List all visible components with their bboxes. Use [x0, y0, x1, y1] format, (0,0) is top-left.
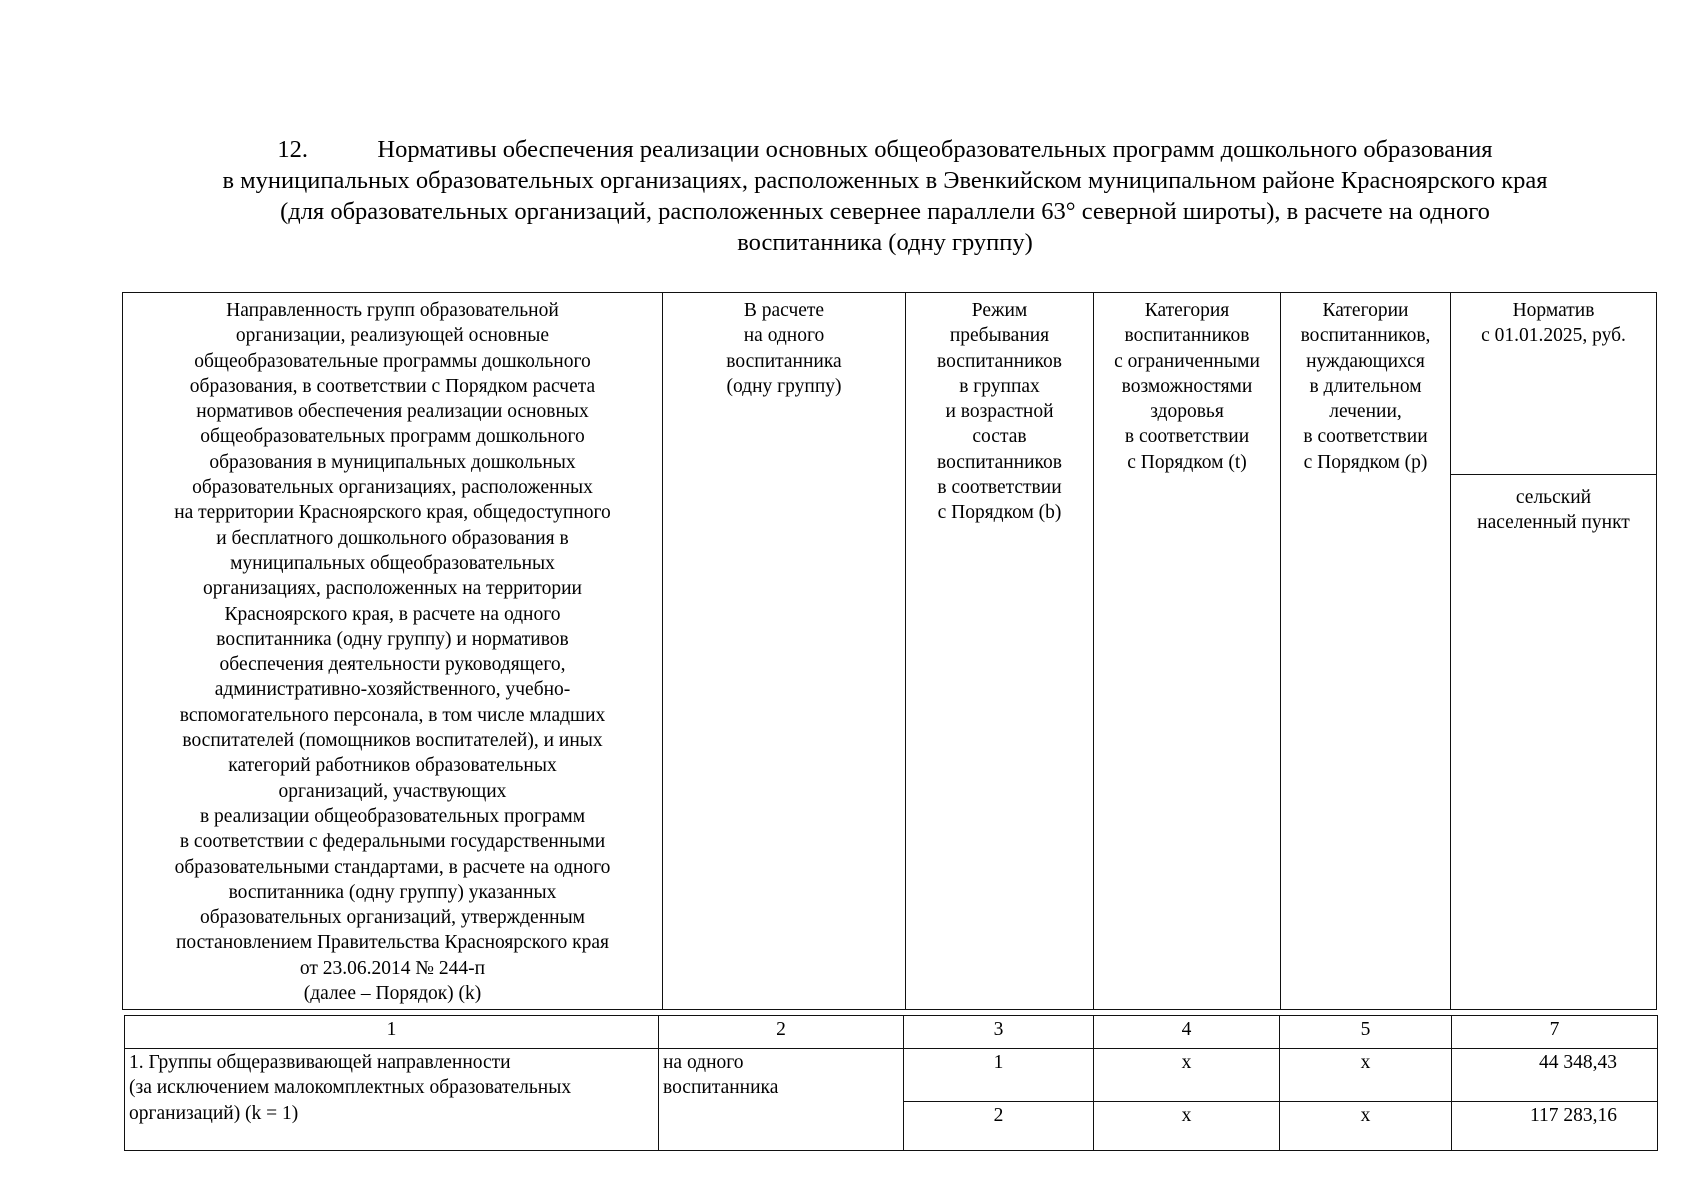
- column-number: 7: [1452, 1016, 1658, 1049]
- mode-cell: 1: [904, 1049, 1094, 1102]
- header-rural-settlement: сельский населенный пункт: [1451, 475, 1657, 1010]
- category-t-cell: х: [1094, 1049, 1280, 1102]
- title-line-3: (для образовательных организаций, расположенных севернее параллели 63° северной широты), в расчете на одного: [280, 198, 1490, 225]
- column-number: 3: [904, 1016, 1094, 1049]
- category-p-cell: х: [1280, 1049, 1452, 1102]
- title-line-2: в муниципальных образовательных организациях, расположенных в Эвенкийском муниципальном районе Красноярского края: [222, 167, 1548, 194]
- group-direction-cell: 1. Группы общеразвивающей направленности (за исключением малокомплектных образовательных организаций) (k = 1): [125, 1049, 659, 1151]
- header-norm: Норматив с 01.01.2025, руб.: [1451, 293, 1657, 475]
- column-number: 2: [659, 1016, 904, 1049]
- table-row: [125, 1049, 1658, 1102]
- header-category-p: Категории воспитанников, нуждающихся в длительном лечении, в соответствии с Порядком (p): [1281, 293, 1451, 1010]
- title-line-1: 12. Нормативы обеспечения реализации основных общеобразовательных программ дошкольного образования: [277, 136, 1493, 163]
- data-table: [124, 1015, 1658, 1151]
- column-numbers-row: [125, 1016, 1658, 1049]
- column-number: 1: [125, 1016, 659, 1049]
- title-line-4: воспитанника (одну группу): [737, 229, 1033, 256]
- column-number: 4: [1094, 1016, 1280, 1049]
- mode-cell: 2: [904, 1102, 1094, 1151]
- column-number: 5: [1280, 1016, 1452, 1049]
- header-table: [122, 292, 1657, 1010]
- section-number: 12.: [277, 136, 309, 163]
- header-direction: Направленность групп образовательной организации, реализующей основные общеобразовательные программы дошкольного образования, в соответствии с Порядком расчета нормативов обеспечения реализации основных общеобразовательных программ дошкольного образования в муниципальных дошкольных образовательных организациях, расположенных на территории Красноярского края, общедоступного и бесплатного дошкольного образования в муниципальных общеобразовательных организациях, расположенных на территории Красноярского края, в расчете на одного воспитанника (одну группу) и нормативов обеспечения деятельности руководящего, административно-хозяйственного, учебно- вспомогательного персонала, в том числе младших воспитателей (помощников воспитателей), и иных категорий работников образовательных организаций, участвующих в реализации общеобразовательных программ в соответствии с федеральными государственными образовательными стандартами, в расчете на одного воспитанника (одну группу) указанных образовательных организаций, утвержденным постановлением Правительства Красноярского края от 23.06.2014 № 244-п (далее – Порядок) (k): [123, 293, 663, 1010]
- category-t-cell: х: [1094, 1102, 1280, 1151]
- header-category-t: Категория воспитанников с ограниченными возможностями здоровья в соответствии с Порядком (t): [1094, 293, 1281, 1010]
- norm-value-cell: 44 348,43: [1452, 1049, 1658, 1102]
- header-mode: Режим пребывания воспитанников в группах и возрастной состав воспитанников в соответствии с Порядком (b): [906, 293, 1094, 1010]
- category-p-cell: х: [1280, 1102, 1452, 1151]
- header-per-unit: В расчете на одного воспитанника (одну группу): [663, 293, 906, 1010]
- document-title: [125, 134, 1645, 258]
- norm-value-cell: 117 283,16: [1452, 1102, 1658, 1151]
- per-unit-cell: на одного воспитанника: [659, 1049, 904, 1151]
